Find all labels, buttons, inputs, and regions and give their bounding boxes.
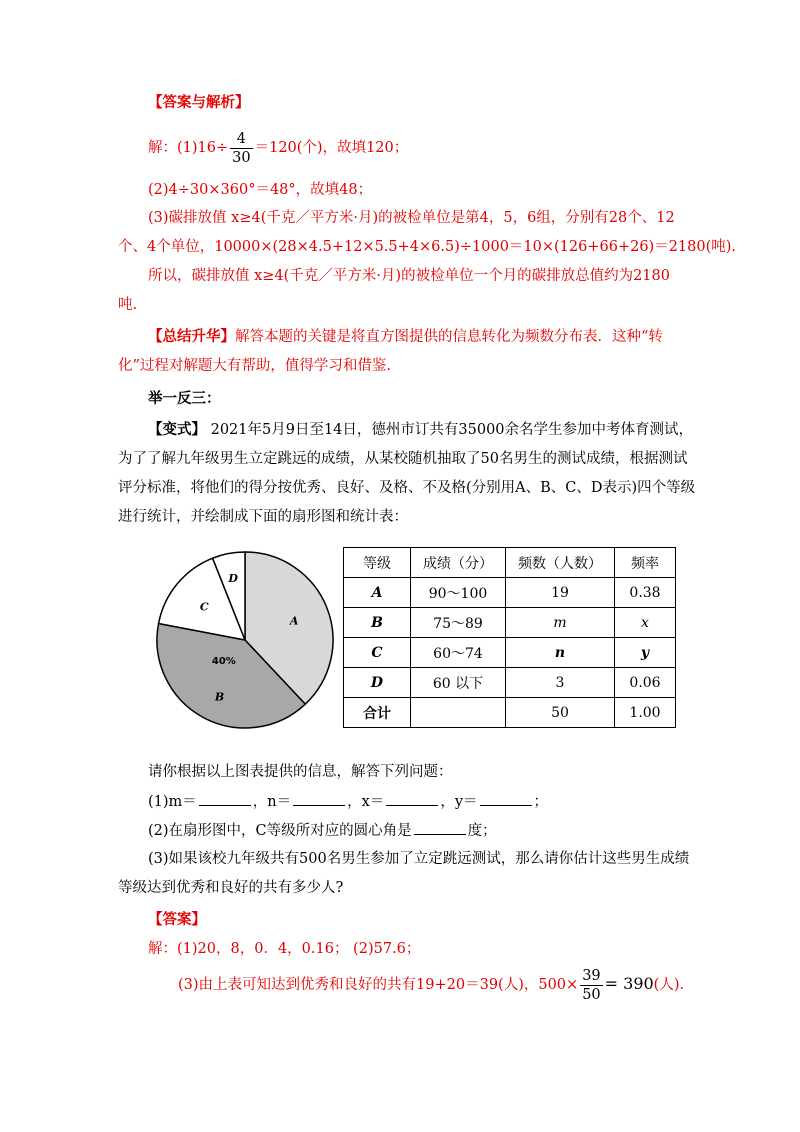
fraction-numerator: 39	[582, 967, 601, 984]
variant-line-4: 进行统计，并绘制成下面的扇形图和统计表：	[118, 509, 408, 525]
fraction-denominator: 50	[582, 986, 601, 1003]
cell-count: 19	[506, 578, 615, 608]
solution-line-1	[148, 128, 408, 168]
summary-line-2: 化”过程对解题大有帮助，值得学习和借鉴.	[118, 358, 392, 374]
solution-line-3: (3)碳排放值 x≥4(千克／平方米·月)的被检单位是第4，5，6组，分别有28个、12	[148, 210, 675, 226]
variant-line-2: 为了了解九年级男生立定跳远的成绩，从某校随机抽取了50名男生的测试成绩，根据测试	[118, 451, 688, 467]
cell-count: n	[506, 638, 615, 668]
solution-line-6: 吨.	[118, 297, 138, 313]
cell-grade: D	[344, 668, 411, 698]
table-row	[344, 668, 676, 698]
question-3-line-1: (3)如果该校九年级共有500名男生参加了立定跳远测试，那么请你估计这些男生成绩	[148, 851, 690, 867]
table-row	[344, 578, 676, 608]
table-total-row	[344, 698, 676, 728]
answer-3-result: = 390	[604, 974, 654, 993]
cell-rate: 1.00	[615, 698, 676, 728]
q2-unit: 度；	[467, 823, 497, 839]
answer-blank	[414, 820, 466, 835]
header-frequency: 频数（人数）	[506, 548, 615, 578]
pie-label-d: D	[228, 571, 238, 585]
summary-text-1: 解答本题的关键是将直方图提供的信息转化为频数分布表．这种“转	[235, 329, 663, 345]
answer-3-unit: (人).	[653, 977, 685, 993]
answer-blank	[480, 791, 532, 806]
answer-heading: 【答案】	[148, 911, 206, 928]
cell-grade: A	[344, 578, 411, 608]
summary-tag: 【总结升华】	[148, 328, 235, 345]
solution-line-5: 所以，碳排放值 x≥4(千克／平方米·月)的被检单位一个月的碳排放总值约为2180	[148, 268, 670, 284]
question-3-line-2: 等级达到优秀和良好的共有多少人?	[118, 880, 344, 896]
table-header-row	[344, 548, 676, 578]
q2-text: (2)在扇形图中，C等级所对应的圆心角是	[148, 823, 412, 839]
cell-count: m	[506, 608, 615, 638]
variant-line-3: 评分标准，将他们的得分按优秀、良好、及格、不及格(分别用A、B、C、D表示)四个等级	[118, 480, 696, 496]
fraction-denominator: 30	[232, 149, 251, 166]
answer-blank	[199, 791, 251, 806]
q1-y-label: ，y＝	[440, 794, 478, 810]
answer-line-2	[178, 964, 684, 1005]
fraction-4-30	[230, 130, 252, 167]
solution-1-suffix: ＝120(个)，故填120；	[254, 140, 409, 156]
variant-tag: 【变式】	[148, 421, 206, 438]
header-grade: 等级	[344, 548, 411, 578]
cell-rate: 0.06	[615, 668, 676, 698]
fraction-numerator: 4	[230, 130, 252, 149]
cell-rate: 0.38	[615, 578, 676, 608]
question-1	[148, 791, 548, 812]
question-2	[148, 820, 497, 841]
cell-score	[411, 698, 506, 728]
stats-table	[343, 547, 676, 728]
cell-count: 3	[506, 668, 615, 698]
answer-line-1: 解：(1)20，8，0．4，0.16； (2)57.6；	[148, 941, 421, 957]
cell-score: 60 以下	[411, 668, 506, 698]
cell-grade: B	[344, 608, 411, 638]
answer-blank	[386, 791, 438, 806]
pie-annotation-b: 40%	[211, 655, 236, 667]
cell-rate: x	[615, 608, 676, 638]
q1-x-label: ，x＝	[347, 794, 385, 810]
table-row	[344, 638, 676, 668]
solution-line-2: (2)4÷30×360°＝48°，故填48；	[148, 182, 373, 198]
summary-line-1	[148, 327, 663, 347]
solution-line-4: 个、4个单位，10000×(28×4.5+12×5.5+4×6.5)÷1000＝10×(126+66+26)＝2180(吨).	[118, 239, 737, 255]
q1-end: ；	[533, 794, 549, 810]
fraction-39-50	[580, 967, 602, 1004]
variant-text-1: 2021年5月9日至14日，德州市订共有35000余名学生参加中考体育测试，	[206, 422, 694, 438]
cell-score: 60～74	[411, 638, 506, 668]
answer-analysis-heading: 【答案与解析】	[148, 94, 250, 111]
table-row	[344, 608, 676, 638]
header-score: 成绩（分）	[411, 548, 506, 578]
variant-line-1	[148, 420, 693, 440]
cell-score: 75～89	[411, 608, 506, 638]
pie-label-b: B	[214, 690, 225, 704]
q1-m-label: (1)m＝	[148, 794, 197, 810]
pie-label-a: A	[289, 614, 299, 628]
cell-count: 50	[506, 698, 615, 728]
cell-score: 90～100	[411, 578, 506, 608]
header-rate: 频率	[615, 548, 676, 578]
practice-title: 举一反三：	[148, 390, 221, 407]
pie-chart	[150, 545, 340, 735]
cell-rate: y	[615, 638, 676, 668]
questions-intro: 请你根据以上图表提供的信息，解答下列问题：	[148, 764, 453, 780]
answer-blank	[293, 791, 345, 806]
pie-label-c: C	[199, 600, 209, 614]
cell-grade: 合计	[344, 698, 411, 728]
q1-n-label: ，n＝	[252, 794, 292, 810]
cell-grade: C	[344, 638, 411, 668]
solution-1-prefix: 解：(1)16÷	[148, 140, 229, 156]
answer-3-text: (3)由上表可知达到优秀和良好的共有19+20＝39(人)，500×	[178, 977, 579, 993]
